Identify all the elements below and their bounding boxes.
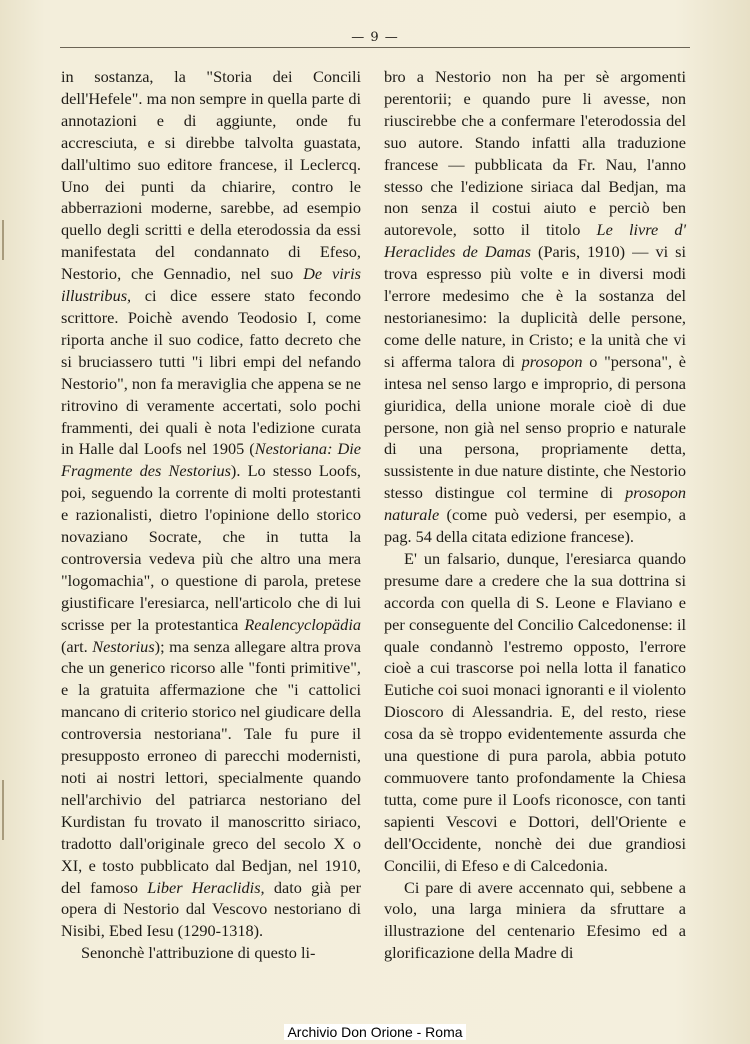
- header-rule: [60, 47, 690, 48]
- binding-mark: [2, 780, 4, 840]
- page-header: [60, 28, 690, 52]
- left-paragraph-2: Senonchè l'attribuzione di questo li-: [81, 943, 316, 963]
- work-title: Nestoriana: Die Fragmente des Nestorius: [61, 439, 362, 481]
- work-title: De viris illustribus,: [61, 264, 361, 306]
- work-title: Le livre d' Heraclides de Damas: [384, 220, 686, 262]
- binding-mark: [2, 220, 4, 260]
- right-paragraph-1: bro a Nestorio non ha per sè argomenti perentorii; e quando pure li avesse, non riuscirebbe che a confermare l'eterodossia del suo autore. Stando infatti alla traduzione francese — pubblicata da Fr. Nau, l'anno stesso che l'edizione siriaca dal Bedjan, ma non senza il costui aiuto e perciò ben autorevole, sotto il titolo Le livre d' Heraclides de Damas (Paris, 1910) — vi si trova espresso più volte e in diversi modi l'errore medesimo che è la sostanza del nestorianesimo: la duplicità delle persone, come delle nature, in Cristo; e la unità che vi si afferma talora di prosopon o "persona", è intesa nel senso largo e improprio, di persona giuridica, della unione morale cioè di due persone, non già nel senso proprio e naturale di una persona, propriamente detta, sussistente in due nature distinte, che Nestorio stesso distingue col termine di prosopon naturale (come può vedersi, per esempio, a pag. 54 della citata edizione francese).: [384, 67, 686, 547]
- archive-label: Archivio Don Orione - Roma: [284, 1024, 465, 1040]
- right-paragraph-3: Ci pare di avere accennato qui, sebbene a volo, una larga miniera da sfruttare a illustrazione del centenario Efesimo ed a glorificazione della Madre di: [384, 877, 686, 963]
- right-paragraph-2: E' un falsario, dunque, l'eresiarca quando presume dare a credere che la sua dottrina si accorda con quella di S. Leone e Flaviano e per conseguente del Concilio Calcedonense: il quale condannò l'estremo opposto, l'errore cioè a cui trascorse poi nella lotta il fanatico Eutiche coi suoi monaci ignoranti e il violento Dioscoro di Alessandria. E, del resto, riese cosa da sè troppo evidentemente assurda che una questione di pura parola, abbia potuto commuovere tanto profondamente la Chiesa tutta, come pure il Loofs riconosce, con tanti sapienti Vescovi e Dottori, dell'Oriente e dell'Occidente, nonchè dei due grandiosi Concilii, di Efeso e di Calcedonia.: [384, 548, 686, 875]
- term: prosopon: [521, 351, 583, 371]
- left-column: [61, 66, 361, 964]
- work-title: Nestorius: [92, 636, 155, 656]
- page-number: — 9 —: [351, 30, 399, 45]
- work-title: Realencyclopädia: [244, 614, 361, 634]
- work-title: Liber Heraclidis,: [147, 877, 265, 897]
- term: prosopon naturale: [384, 483, 686, 525]
- left-paragraph-1: in sostanza, la "Storia dei Concili dell'Hefele". ma non sempre in quella parte di annotazioni e di aggiunte, onde fu accresciuta, e si direbbe talvolta guastata, dall'ultimo suo editore francese, il Leclercq. Uno dei punti da chiarire, contro le abberrazioni moderne, sarebbe, ad esempio quello degli scritti e della eterodossia da essi manifestata del condannato di Efeso, Nestorio, che Gennadio, nel suo De viris illustribus, ci dice essere stato fecondo scrittore. Poichè avendo Teodosio I, come riporta anche il suo codice, fatto decreto che si bruciassero tutti "i libri empi del nefando Nestorio", non fa meraviglia che appena se ne ritrovino di veramente accertati, solo pochi frammenti, dei quali è nota l'edizione curata in Halle dal Loofs nel 1905 (Nestoriana: Die Fragmente des Nestorius). Lo stesso Loofs, poi, seguendo la corrente di molti protestanti e razionalisti, dietro l'opinione dello storico novaziano Socrate, che in tutta la controversia vedeva più che altro una mera "logomachia", o questione di parola, pretese giustificare l'eresiarca, nell'articolo che di lui scrisse per la protestantica Realencyclopädia (art. Nestorius); ma senza allegare altra prova che un generico ricorso alle "fonti primitive", e la gratuita affermazione che "i cattolici mancano di criterio storico nel giudicare della controversia nestoriana". Tale fu pure il presupposto erroneo di parecchi modernisti, noti ai nostri lettori, specialmente quando nell'archivio del patriarca nestoriano del Kurdistan fu trovato il manoscritto siriaco, tradotto dall'originale greco del secolo X o XI, e tosto pubblicato dal Bedjan, nel 1910, del famoso Liber Heraclidis, dato già per opera di Nestorio dal Vescovo nestoriano di Nisibi, Ebed Iesu (1290-1318).: [61, 67, 362, 941]
- archive-footer: [0, 1022, 750, 1041]
- right-column: [384, 66, 686, 964]
